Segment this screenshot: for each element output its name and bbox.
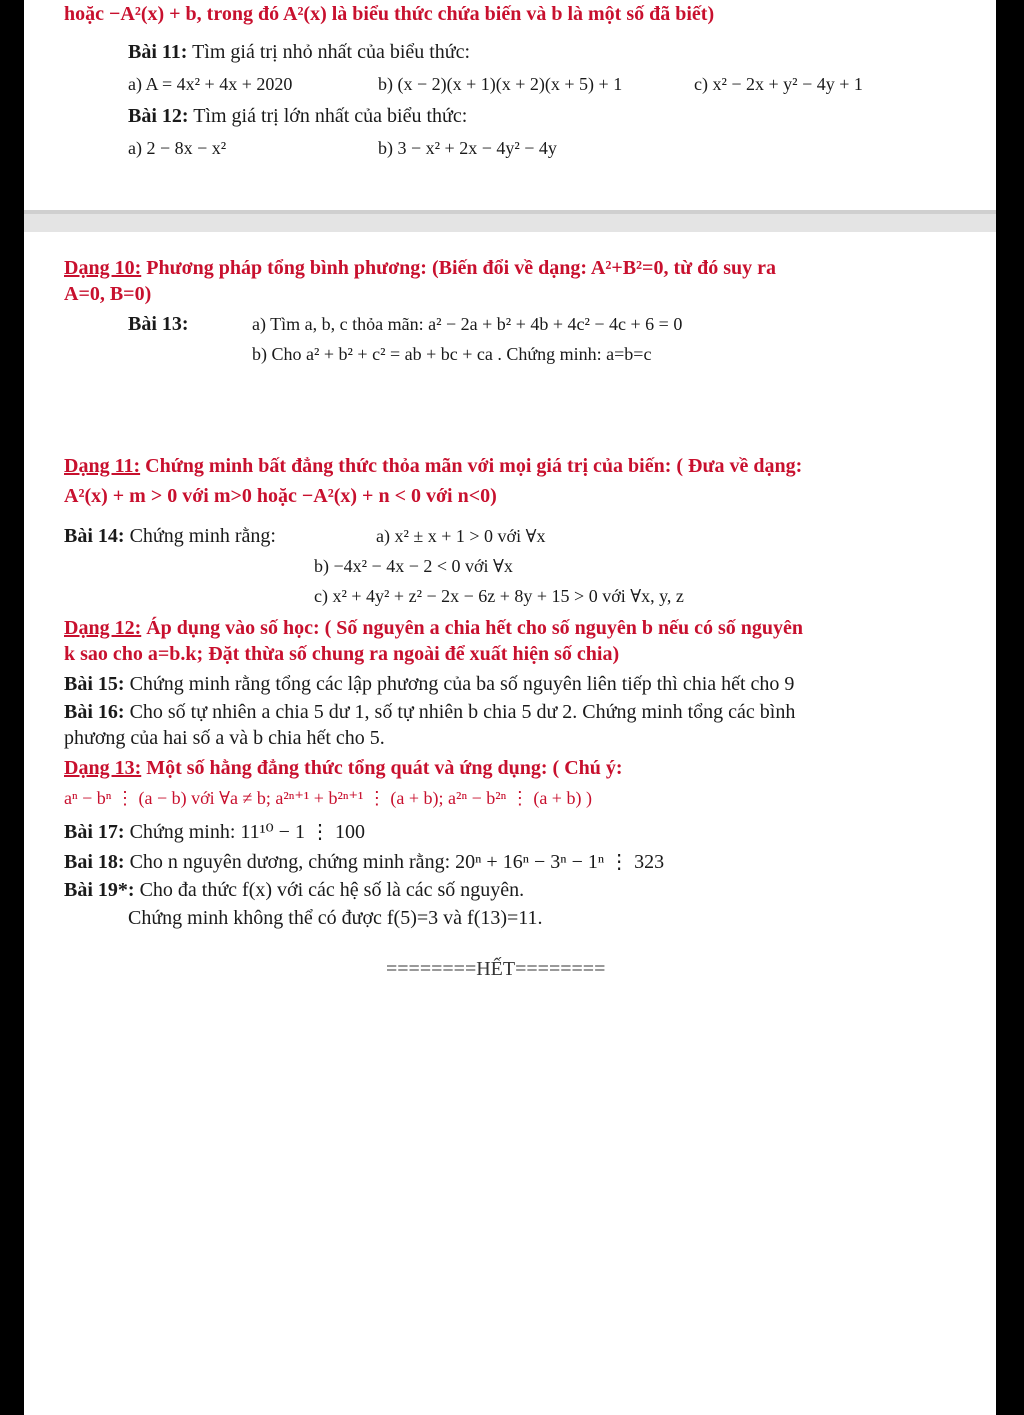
dang12-text: Áp dụng vào số học: ( Số nguyên a chia hết cho số nguyên b nếu có số nguyên (146, 617, 804, 639)
bai16-line2: phương của hai số a và b chia hết cho 5. (64, 727, 385, 749)
bai17-label: Bài 17: (64, 821, 125, 843)
dang10-line1 (64, 256, 776, 280)
bai14-a: a) x² ± x + 1 > 0 với ∀x (376, 526, 546, 546)
bai19-line1 (64, 878, 524, 902)
dang13-formula: aⁿ − bⁿ ⋮ (a − b) với ∀a ≠ b; a²ⁿ⁺¹ + b²ⁿ⁺¹ ⋮ (a + b); a²ⁿ − b²ⁿ ⋮ (a + b) ) (64, 788, 592, 808)
bai15-text: Chứng minh rằng tổng các lập phương của ba số nguyên liên tiếp thì chia hết cho 9 (129, 673, 795, 695)
dang10-title: Dạng 10: (64, 257, 142, 279)
dang12-line2: k sao cho a=b.k; Đặt thừa số chung ra ngoài để xuất hiện số chia) (64, 643, 620, 665)
page-gap (24, 210, 996, 232)
bai18-line (64, 850, 664, 874)
bai11-heading (128, 40, 470, 64)
bai12-heading (128, 104, 467, 128)
bai12-label: Bài 12: (128, 105, 189, 127)
bai12-a: a) 2 − 8x − x² (128, 138, 227, 158)
bai13-label: Bài 13: (128, 313, 189, 335)
bai17-line (64, 820, 365, 844)
bai11-a: a) A = 4x² + 4x + 2020 (128, 74, 293, 94)
dang11-text: Chứng minh bất đẳng thức thỏa mãn với mọi giá trị của biến: ( Đưa về dạng: (145, 455, 803, 477)
bai19-line2: Chứng minh không thể có được f(5)=3 và f(13)=11. (128, 907, 543, 929)
bai13-b: b) Cho a² + b² + c² = ab + bc + ca . Chứng minh: a=b=c (252, 344, 652, 364)
dang12-title: Dạng 12: (64, 617, 142, 639)
bai12-b: b) 3 − x² + 2x − 4y² − 4y (378, 138, 557, 158)
bai19-text: Cho đa thức f(x) với các hệ số là các số nguyên. (139, 879, 525, 901)
bai11-b: b) (x − 2)(x + 1)(x + 2)(x + 5) + 1 (378, 74, 623, 94)
dang12-line1 (64, 616, 803, 640)
bai15-line (64, 672, 794, 696)
dang13-title: Dạng 13: (64, 757, 142, 779)
bai11-label: Bài 11: (128, 41, 188, 63)
bai15-label: Bài 15: (64, 673, 125, 695)
bai16-label: Bài 16: (64, 701, 125, 723)
dang13-line1 (64, 756, 623, 780)
end-marker: ========HẾT======== (386, 958, 606, 980)
dang11-title: Dạng 11: (64, 455, 141, 477)
bai14-b: b) −4x² − 4x − 2 < 0 với ∀x (314, 556, 513, 576)
dang13-text: Một số hằng đẳng thức tổng quát và ứng dụng: ( Chú ý: (146, 757, 623, 779)
dang10-text: Phương pháp tổng bình phương: (Biến đổi về dạng: A²+B²=0, từ đó suy ra (146, 257, 777, 279)
bai11-c: c) x² − 2x + y² − 4y + 1 (694, 74, 863, 94)
bai14-label: Bài 14: (64, 525, 125, 547)
bai19-label: Bài 19*: (64, 879, 135, 901)
intro-line: hoặc −A²(x) + b, trong đó A²(x) là biểu thức chứa biến và b là một số đã biết) (64, 3, 715, 25)
page-main (24, 232, 996, 1415)
bai14-text: Chứng minh rằng: (129, 525, 276, 547)
dang10-line2: A=0, B=0) (64, 283, 152, 305)
bai17-text: Chứng minh: 11¹⁰ − 1 ⋮ 100 (129, 821, 365, 843)
page-top (24, 0, 996, 210)
bai18-text: Cho n nguyên dương, chứng minh rằng: 20ⁿ + 16ⁿ − 3ⁿ − 1ⁿ ⋮ 323 (129, 851, 665, 873)
dang11-line1 (64, 454, 802, 478)
bai16-line1 (64, 700, 795, 724)
bai16-text: Cho số tự nhiên a chia 5 dư 1, số tự nhiên b chia 5 dư 2. Chứng minh tổng các bình (129, 701, 796, 723)
bai18-label: Bai 18: (64, 851, 125, 873)
bai12-text: Tìm giá trị lớn nhất của biểu thức: (193, 105, 468, 127)
bai14-heading (64, 524, 276, 548)
bai14-c: c) x² + 4y² + z² − 2x − 6z + 8y + 15 > 0 với ∀x, y, z (314, 586, 684, 606)
bai11-text: Tìm giá trị nhỏ nhất của biểu thức: (192, 41, 471, 63)
dang11-line2: A²(x) + m > 0 với m>0 hoặc −A²(x) + n < 0 với n<0) (64, 485, 497, 507)
bai13-a: a) Tìm a, b, c thỏa mãn: a² − 2a + b² + 4b + 4c² − 4c + 6 = 0 (252, 314, 683, 334)
